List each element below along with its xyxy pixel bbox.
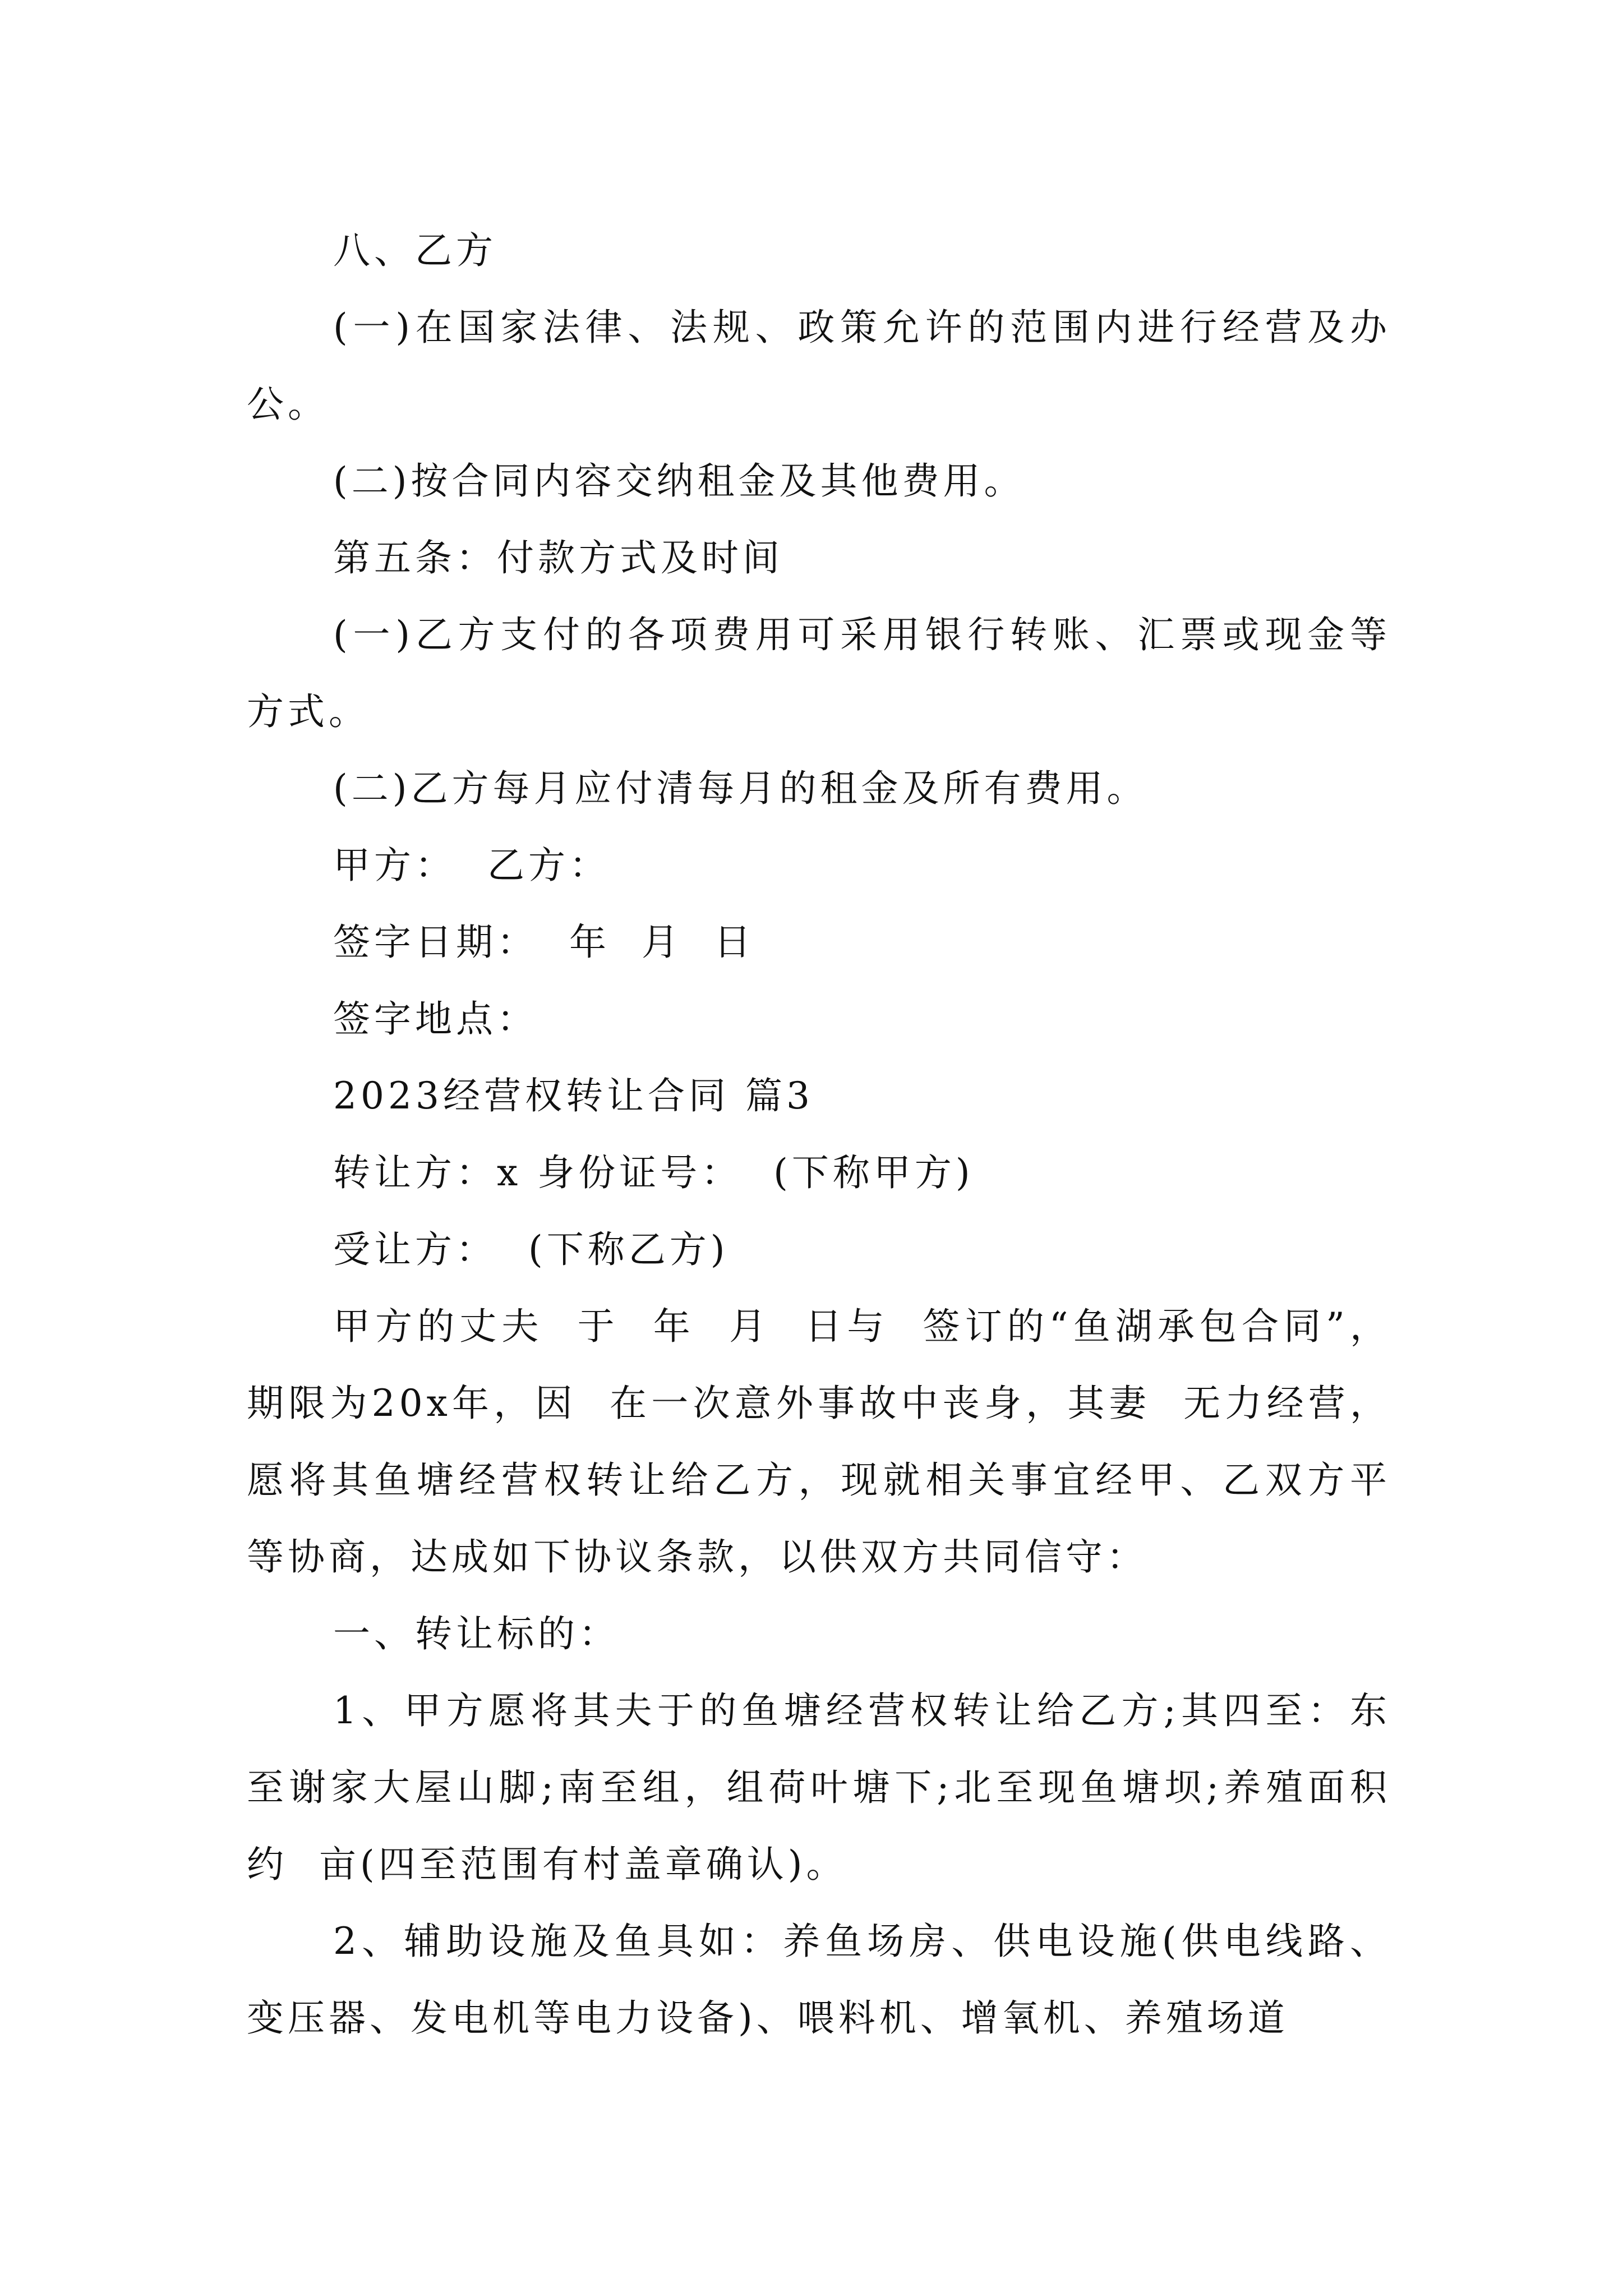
document-body xyxy=(247,212,1391,2056)
signature-place: 签字地点： xyxy=(333,997,538,1041)
party-b-clause-1: (一)在国家法律、法规、政策允许的范围内进行经营及办公。 xyxy=(247,306,1391,426)
payment-clause-2: (二)乙方每月应付清每月的租金及所有费用。 xyxy=(333,767,1148,810)
contract-title: 2023经营权转让合同 篇3 xyxy=(333,1074,814,1117)
party-b-clause-2: (二)按合同内容交纳租金及其他费用。 xyxy=(333,459,1025,503)
transfer-subject-item-2: 2、辅助设施及鱼具如：养鱼场房、供电设施(供电线路、变压器、发电机等电力设备)、喂料机、增氧机、养殖场道 xyxy=(247,1920,1391,2040)
transferee-line: 受让方： (下称乙方) xyxy=(333,1228,729,1271)
payment-clause-1: (一)乙方支付的各项费用可采用银行转账、汇票或现金等方式。 xyxy=(247,613,1391,733)
signature-parties: 甲方： 乙方： xyxy=(333,844,610,887)
signature-date: 签字日期： 年 月 日 xyxy=(333,921,755,964)
article-5-heading: 第五条：付款方式及时间 xyxy=(333,536,783,579)
section-heading-party-b: 八、乙方 xyxy=(333,229,497,272)
transferor-line: 转让方：x 身份证号： (下称甲方) xyxy=(333,1151,974,1194)
transfer-subject-item-1: 1、甲方愿将其夫于的鱼塘经营权转让给乙方;其四至：东至谢家大屋山脚;南至组，组荷叶塘下;北至现鱼塘坝;养殖面积约 亩(四至范围有村盖章确认)。 xyxy=(247,1689,1391,1886)
preamble-paragraph: 甲方的丈夫 于 年 月 日与 签订的“鱼湖承包合同”，期限为20x年，因 在一次意外事故中丧身，其妻 无力经营，愿将其鱼塘经营权转让给乙方，现就相关事宜经甲、乙双方平等协商，达成如下协议条款，以供双方共同信守： xyxy=(247,1305,1391,1579)
transfer-subject-heading: 一、转让标的： xyxy=(333,1612,620,1655)
